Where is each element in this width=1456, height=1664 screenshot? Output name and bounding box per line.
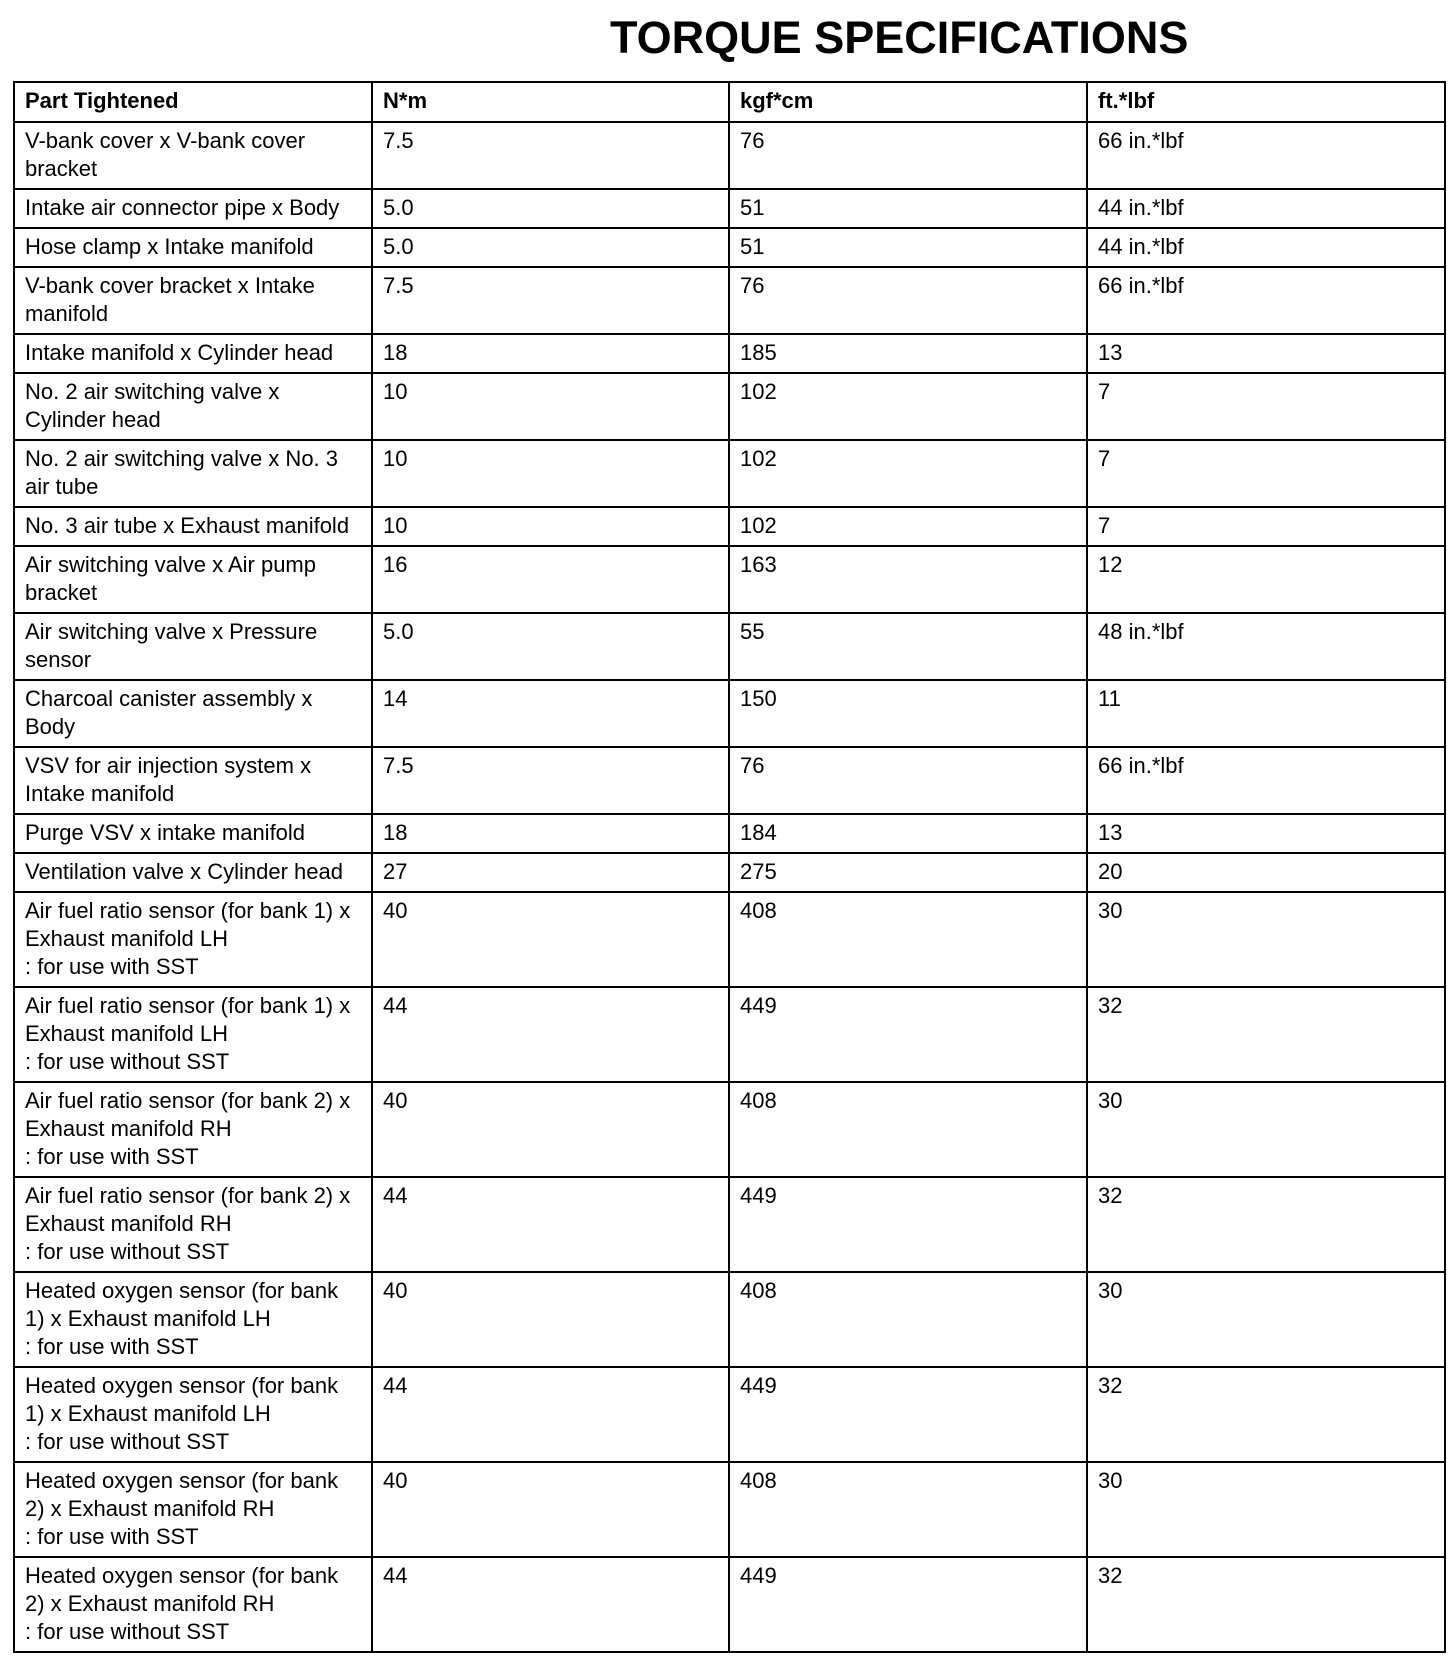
part-cell: No. 2 air switching valve x No. 3 air tube: [14, 440, 372, 507]
ftlbf-cell: 11: [1087, 680, 1445, 747]
table-row: [14, 1082, 1445, 1177]
table-row: [14, 1177, 1445, 1272]
table-row: [14, 440, 1445, 507]
nm-cell: 40: [372, 892, 729, 987]
table-row: [14, 1367, 1445, 1462]
table-row: [14, 546, 1445, 613]
kgfcm-cell: 102: [729, 373, 1087, 440]
part-cell: No. 3 air tube x Exhaust manifold: [14, 507, 372, 546]
kgfcm-cell: 51: [729, 189, 1087, 228]
nm-cell: 5.0: [372, 189, 729, 228]
kgfcm-cell: 76: [729, 122, 1087, 189]
ftlbf-cell: 32: [1087, 1367, 1445, 1462]
part-cell: Air switching valve x Air pump bracket: [14, 546, 372, 613]
ftlbf-cell: 44 in.*lbf: [1087, 189, 1445, 228]
header-ft-lbf: ft.*lbf: [1087, 82, 1445, 122]
part-cell: Hose clamp x Intake manifold: [14, 228, 372, 267]
nm-cell: 44: [372, 1367, 729, 1462]
ftlbf-cell: 44 in.*lbf: [1087, 228, 1445, 267]
table-row: [14, 373, 1445, 440]
nm-cell: 18: [372, 334, 729, 373]
nm-cell: 7.5: [372, 122, 729, 189]
table-row: [14, 189, 1445, 228]
table-row: [14, 814, 1445, 853]
nm-cell: 27: [372, 853, 729, 892]
nm-cell: 18: [372, 814, 729, 853]
part-cell: Air fuel ratio sensor (for bank 2) x Exhaust manifold RH : for use with SST: [14, 1082, 372, 1177]
kgfcm-cell: 408: [729, 1082, 1087, 1177]
nm-cell: 40: [372, 1272, 729, 1367]
part-cell: Air fuel ratio sensor (for bank 1) x Exhaust manifold LH : for use without SST: [14, 987, 372, 1082]
table-row: [14, 613, 1445, 680]
nm-cell: 44: [372, 1557, 729, 1652]
kgfcm-cell: 76: [729, 267, 1087, 334]
ftlbf-cell: 7: [1087, 507, 1445, 546]
kgfcm-cell: 408: [729, 1272, 1087, 1367]
part-cell: Intake manifold x Cylinder head: [14, 334, 372, 373]
kgfcm-cell: 163: [729, 546, 1087, 613]
ftlbf-cell: 66 in.*lbf: [1087, 267, 1445, 334]
nm-cell: 10: [372, 507, 729, 546]
table-row: [14, 853, 1445, 892]
header-newton-meter: N*m: [372, 82, 729, 122]
nm-cell: 5.0: [372, 228, 729, 267]
ftlbf-cell: 13: [1087, 814, 1445, 853]
kgfcm-cell: 449: [729, 1557, 1087, 1652]
table-row: [14, 1272, 1445, 1367]
nm-cell: 40: [372, 1462, 729, 1557]
part-cell: Heated oxygen sensor (for bank 1) x Exhaust manifold LH : for use with SST: [14, 1272, 372, 1367]
kgfcm-cell: 51: [729, 228, 1087, 267]
part-cell: Ventilation valve x Cylinder head: [14, 853, 372, 892]
table-row: [14, 987, 1445, 1082]
ftlbf-cell: 7: [1087, 440, 1445, 507]
ftlbf-cell: 32: [1087, 1177, 1445, 1272]
kgfcm-cell: 449: [729, 1177, 1087, 1272]
ftlbf-cell: 66 in.*lbf: [1087, 122, 1445, 189]
part-cell: V-bank cover bracket x Intake manifold: [14, 267, 372, 334]
kgfcm-cell: 408: [729, 892, 1087, 987]
table-row: [14, 1557, 1445, 1652]
kgfcm-cell: 275: [729, 853, 1087, 892]
header-part-tightened: Part Tightened: [14, 82, 372, 122]
table-row: [14, 747, 1445, 814]
part-cell: Heated oxygen sensor (for bank 2) x Exhaust manifold RH : for use without SST: [14, 1557, 372, 1652]
ftlbf-cell: 30: [1087, 892, 1445, 987]
ftlbf-cell: 13: [1087, 334, 1445, 373]
part-cell: Air fuel ratio sensor (for bank 1) x Exhaust manifold LH : for use with SST: [14, 892, 372, 987]
ftlbf-cell: 12: [1087, 546, 1445, 613]
nm-cell: 16: [372, 546, 729, 613]
table-body: [14, 122, 1445, 1652]
table-row: [14, 507, 1445, 546]
ftlbf-cell: 30: [1087, 1462, 1445, 1557]
part-cell: Air switching valve x Pressure sensor: [14, 613, 372, 680]
header-kgf-cm: kgf*cm: [729, 82, 1087, 122]
part-cell: Intake air connector pipe x Body: [14, 189, 372, 228]
kgfcm-cell: 102: [729, 507, 1087, 546]
page-title: TORQUE SPECIFICATIONS: [610, 12, 1189, 63]
nm-cell: 5.0: [372, 613, 729, 680]
part-cell: Air fuel ratio sensor (for bank 2) x Exhaust manifold RH : for use without SST: [14, 1177, 372, 1272]
kgfcm-cell: 185: [729, 334, 1087, 373]
torque-spec-table: [13, 81, 1446, 1653]
kgfcm-cell: 449: [729, 987, 1087, 1082]
ftlbf-cell: 66 in.*lbf: [1087, 747, 1445, 814]
ftlbf-cell: 7: [1087, 373, 1445, 440]
part-cell: V-bank cover x V-bank cover bracket: [14, 122, 372, 189]
nm-cell: 14: [372, 680, 729, 747]
nm-cell: 44: [372, 987, 729, 1082]
table-row: [14, 334, 1445, 373]
nm-cell: 7.5: [372, 267, 729, 334]
nm-cell: 44: [372, 1177, 729, 1272]
kgfcm-cell: 55: [729, 613, 1087, 680]
nm-cell: 10: [372, 373, 729, 440]
part-cell: Heated oxygen sensor (for bank 2) x Exhaust manifold RH : for use with SST: [14, 1462, 372, 1557]
ftlbf-cell: 32: [1087, 1557, 1445, 1652]
nm-cell: 7.5: [372, 747, 729, 814]
kgfcm-cell: 184: [729, 814, 1087, 853]
part-cell: Purge VSV x intake manifold: [14, 814, 372, 853]
nm-cell: 40: [372, 1082, 729, 1177]
kgfcm-cell: 408: [729, 1462, 1087, 1557]
table-header-row: [14, 82, 1445, 122]
kgfcm-cell: 76: [729, 747, 1087, 814]
nm-cell: 10: [372, 440, 729, 507]
ftlbf-cell: 30: [1087, 1082, 1445, 1177]
ftlbf-cell: 30: [1087, 1272, 1445, 1367]
ftlbf-cell: 32: [1087, 987, 1445, 1082]
table-row: [14, 680, 1445, 747]
part-cell: No. 2 air switching valve x Cylinder head: [14, 373, 372, 440]
table-row: [14, 1462, 1445, 1557]
part-cell: Charcoal canister assembly x Body: [14, 680, 372, 747]
table-row: [14, 892, 1445, 987]
part-cell: VSV for air injection system x Intake manifold: [14, 747, 372, 814]
kgfcm-cell: 150: [729, 680, 1087, 747]
kgfcm-cell: 102: [729, 440, 1087, 507]
table-row: [14, 122, 1445, 189]
ftlbf-cell: 48 in.*lbf: [1087, 613, 1445, 680]
table-row: [14, 228, 1445, 267]
ftlbf-cell: 20: [1087, 853, 1445, 892]
kgfcm-cell: 449: [729, 1367, 1087, 1462]
table-row: [14, 267, 1445, 334]
part-cell: Heated oxygen sensor (for bank 1) x Exhaust manifold LH : for use without SST: [14, 1367, 372, 1462]
